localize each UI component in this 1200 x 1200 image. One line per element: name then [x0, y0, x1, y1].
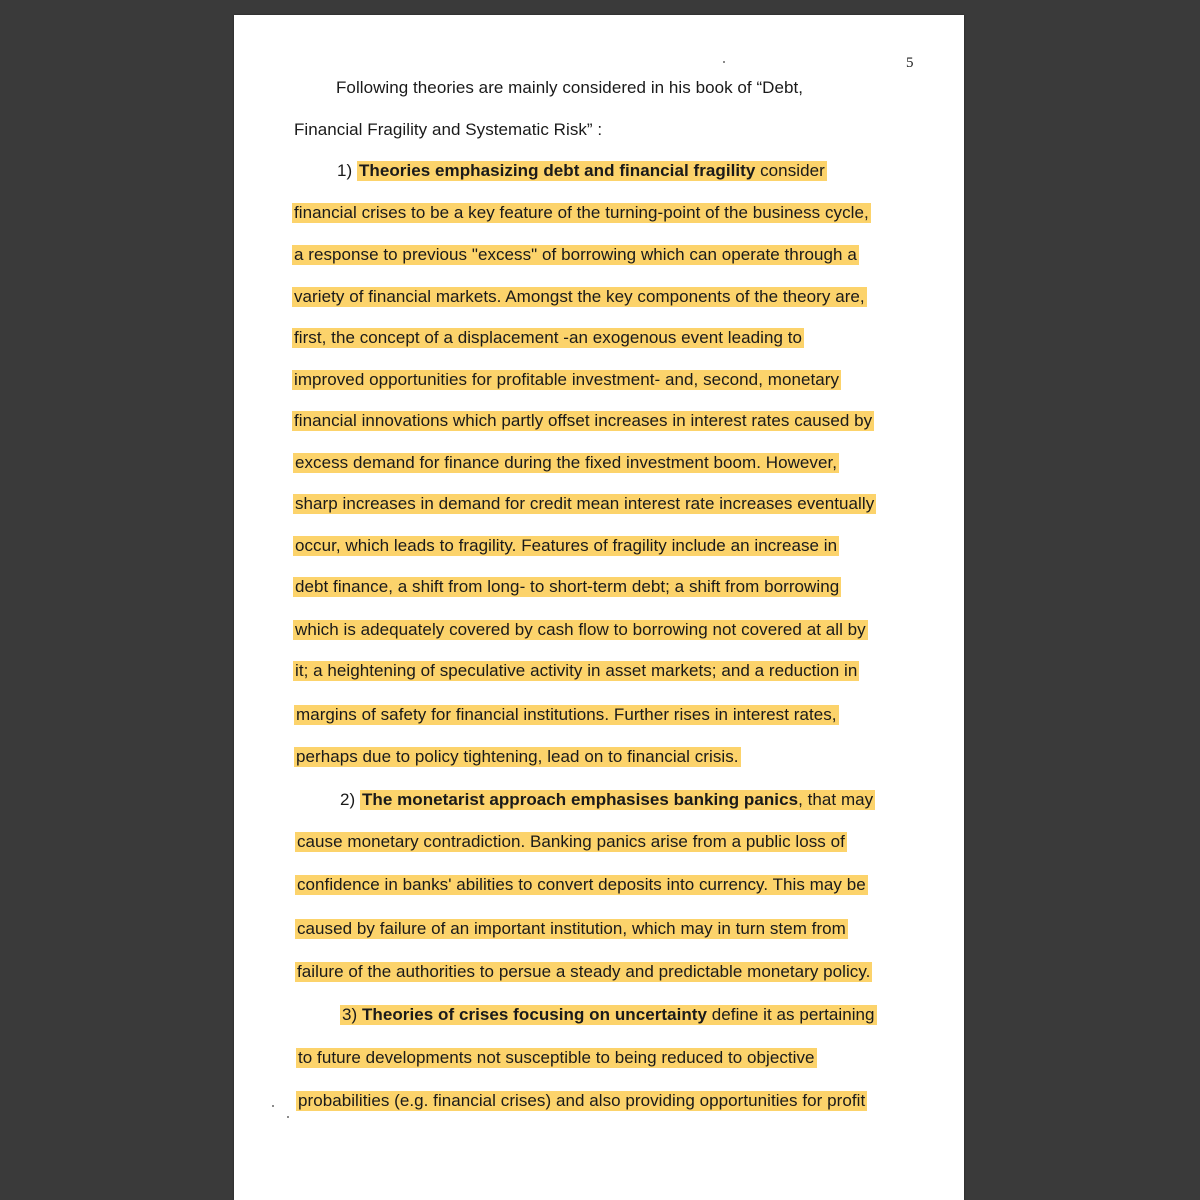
highlighted-text: financial innovations which partly offset increases in interest rates caused by: [294, 411, 873, 430]
list-number: 1): [337, 161, 357, 180]
highlighted-text: occur, which leads to fragility. Features of fragility include an increase in: [295, 536, 838, 555]
highlighted-text: caused by failure of an important institution, which may in turn stem from: [297, 919, 846, 938]
text-line-8: [292, 368, 841, 392]
highlighted-text: [357, 161, 827, 181]
highlighted-text: improved opportunities for profitable investment- and, second, monetary: [294, 370, 840, 389]
text-line-17: [294, 745, 741, 769]
text-line-2: [294, 118, 602, 142]
list-number: 2): [340, 790, 360, 809]
text-line-14: [293, 618, 868, 642]
highlighted-text: [360, 790, 875, 810]
text-line-12: [293, 534, 839, 558]
text-line-11: [293, 492, 876, 516]
highlighted-text: which is adequately covered by cash flow to borrowing not covered at all by: [295, 620, 866, 639]
highlighted-text: excess demand for finance during the fixed investment boom. However,: [295, 453, 838, 472]
text-line-24: [296, 1046, 817, 1070]
text-line-10: [293, 451, 839, 475]
highlighted-text: first, the concept of a displacement -an exogenous event leading to: [294, 328, 803, 347]
text-line-15: [293, 659, 859, 683]
line-text: , that may: [798, 790, 874, 809]
highlighted-text: [340, 1005, 877, 1025]
scan-speck: [272, 1105, 274, 1107]
text-line-19: [295, 830, 847, 854]
highlighted-text: perhaps due to policy tightening, lead on to financial crisis.: [296, 747, 739, 766]
text-line-20: [295, 873, 868, 897]
text-line-7: [292, 326, 804, 350]
text-line-9: [292, 409, 874, 433]
highlighted-text: margins of safety for financial institutions. Further rises in interest rates,: [296, 705, 837, 724]
scan-speck: [723, 61, 725, 63]
text-line-25: [296, 1089, 867, 1113]
scan-speck: [287, 1116, 289, 1118]
line-text: Following theories are mainly considered in his book of “Debt,: [336, 78, 804, 97]
highlighted-text: to future developments not susceptible to being reduced to objective: [298, 1048, 815, 1067]
highlighted-text: probabilities (e.g. financial crises) and also providing opportunities for profit: [298, 1091, 866, 1110]
text-line-6: [292, 285, 867, 309]
text-line-23: [340, 1003, 877, 1027]
bold-heading: Theories emphasizing debt and financial fragility: [359, 161, 756, 180]
bold-heading: Theories of crises focusing on uncertainty: [362, 1005, 708, 1024]
highlighted-text: cause monetary contradiction. Banking panics arise from a public loss of: [297, 832, 845, 851]
highlighted-text: financial crises to be a key feature of the turning-point of the business cycle,: [294, 203, 869, 222]
highlighted-text: it; a heightening of speculative activity in asset markets; and a reduction in: [295, 661, 858, 680]
line-text: Financial Fragility and Systematic Risk” :: [294, 120, 603, 139]
highlighted-text: sharp increases in demand for credit mean interest rate increases eventually: [295, 494, 875, 513]
text-line-3: [337, 159, 827, 183]
highlighted-text: a response to previous "excess" of borrowing which can operate through a: [294, 245, 857, 264]
highlighted-text: failure of the authorities to persue a steady and predictable monetary policy.: [297, 962, 871, 981]
text-line-21: [295, 917, 848, 941]
text-line-5: [292, 243, 859, 267]
text-line-4: [292, 201, 871, 225]
list-number: 3): [342, 1005, 362, 1024]
highlighted-text: variety of financial markets. Amongst the key components of the theory are,: [294, 287, 865, 306]
bold-heading: The monetarist approach emphasises banking panics: [362, 790, 799, 809]
line-text: define it as pertaining: [707, 1005, 875, 1024]
text-line-16: [294, 703, 839, 727]
line-text: consider: [755, 161, 825, 180]
text-line-1: [336, 76, 803, 100]
text-line-13: [293, 575, 841, 599]
text-line-22: [295, 960, 872, 984]
page-number: 5: [906, 55, 914, 71]
highlighted-text: debt finance, a shift from long- to short-term debt; a shift from borrowing: [295, 577, 840, 596]
text-line-18: [340, 788, 875, 812]
highlighted-text: confidence in banks' abilities to convert deposits into currency. This may be: [297, 875, 866, 894]
